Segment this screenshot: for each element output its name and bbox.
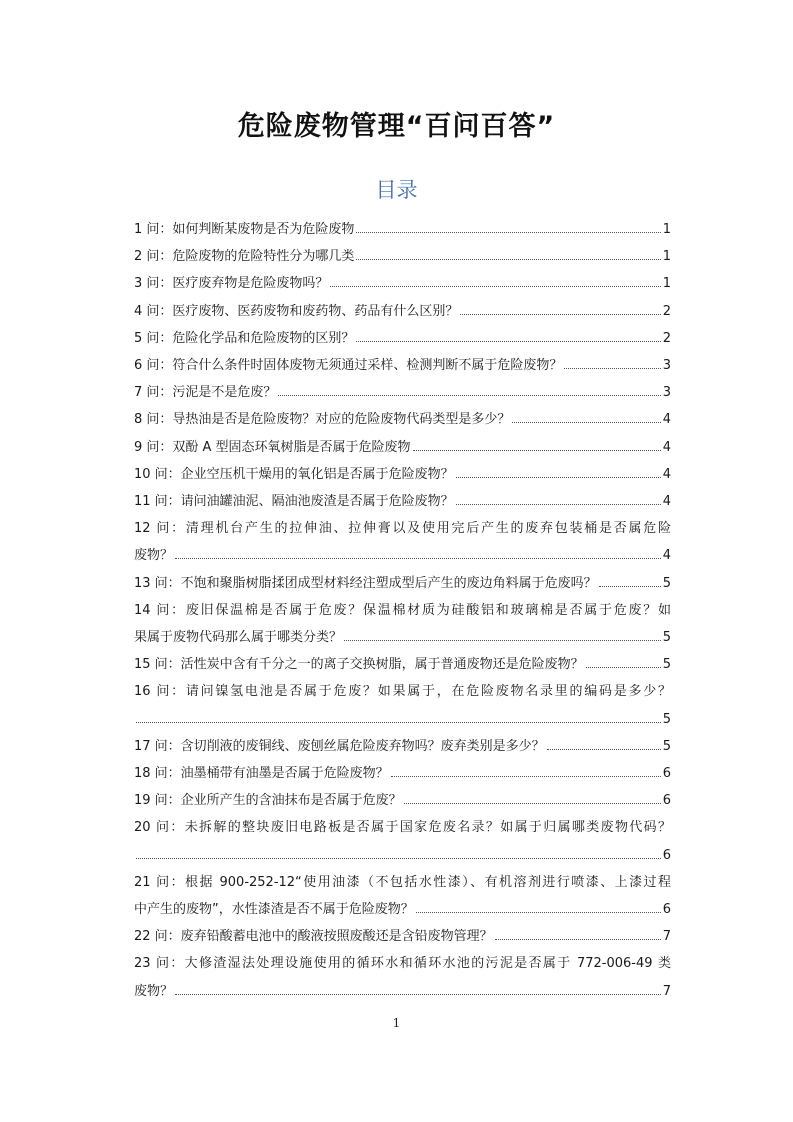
toc-entry[interactable] [134,325,671,352]
toc-entry-text: 4 问：医疗废物、医药废物和废药物、药品有什么区别？ [134,303,459,319]
toc-dot-leader [136,721,661,723]
toc-page-number: 6 [662,847,671,863]
toc-page-number: 4 [662,548,671,564]
toc-dot-leader [136,857,661,859]
toc-entry[interactable] [134,733,671,760]
toc-entry[interactable] [134,787,671,814]
toc-entry[interactable] [134,379,671,406]
toc-entry-text: 20 问：未拆解的整块废旧电路板是否属于国家危废名录？如属于归属哪类废物代码？ [134,820,671,836]
toc-dot-leader [599,585,661,587]
toc-entry[interactable] [134,488,671,515]
toc-dot-leader [495,938,661,940]
table-of-contents [134,216,671,1005]
toc-page-number: 3 [662,358,671,374]
toc-page-number: 6 [662,902,671,918]
toc-dot-leader [586,666,661,668]
toc-dot-leader [330,285,660,287]
toc-dot-leader [404,802,661,804]
toc-entry-text: 22 问：废弃铅酸蓄电池中的酸液按照废酸还是含铅废物管理？ [134,929,493,945]
toc-entry[interactable] [134,597,671,651]
toc-page-number: 5 [662,738,671,754]
toc-dot-leader [564,367,660,369]
toc-entry-text: 废物？ [134,983,174,999]
toc-page-number: 3 [662,385,671,401]
toc-entry-text: 12 问：清理机台产生的拉伸油、拉伸膏以及使用完后产生的废弃包装桶是否属危险 [134,521,671,537]
toc-page-number: 5 [662,630,671,646]
toc-dot-leader [456,503,661,505]
toc-entry[interactable] [134,434,671,461]
toc-entry[interactable] [134,869,671,923]
toc-entry-text: 8 问：导热油是否是危险废物？对应的危险废物代码类型是多少？ [134,412,511,428]
toc-dot-leader [460,313,660,315]
toc-page-number: 5 [662,575,671,591]
toc-entry-text: 7 问：污泥是不是危废？ [134,385,277,401]
toc-entry[interactable] [134,298,671,325]
toc-entry-text: 16 问：请问镍氢电池是否属于危废？如果属于，在危险废物名录里的编码是多少？ [134,684,671,700]
toc-entry-text: 19 问：企业所产生的含油抹布是否属于危废？ [134,793,402,809]
toc-entry-text: 13 问：不饱和聚脂树脂揉团成型材料经注塑成型后产生的废边角料属于危废吗？ [134,575,597,591]
toc-page-number: 7 [662,929,671,945]
toc-entry[interactable] [134,814,671,868]
toc-page-number: 5 [662,711,671,727]
toc-entry-text: 6 问：符合什么条件时固体废物无须通过采样、检测判断不属于危险废物？ [134,358,563,374]
toc-entry-text: 2 问：危险废物的危险特性分为哪几类 [134,249,355,265]
toc-entry[interactable] [134,406,671,433]
toc-entry[interactable] [134,216,671,243]
toc-page-number: 6 [662,793,671,809]
toc-heading: 目录 [375,178,418,202]
toc-entry-text: 5 问：危险化学品和危险废物的区别？ [134,330,355,346]
toc-dot-leader [356,231,660,233]
toc-dot-leader [344,639,661,641]
toc-entry[interactable] [134,243,671,270]
toc-page-number: 4 [662,494,671,510]
toc-dot-leader [356,340,660,342]
toc-page-number: 4 [662,466,671,482]
page-number: 1 [392,1016,401,1030]
document-title: 危险废物管理“百问百答” [237,111,556,142]
toc-entry[interactable] [134,651,671,678]
toc-entry-text: 14 问：废旧保温棉是否属于危废？保温棉材质为硅酸铝和玻璃棉是否属于危废？如 [134,602,671,618]
toc-entry-text: 10 问：企业空压机干燥用的氧化铝是否属于危险废物？ [134,466,454,482]
toc-page-number: 2 [662,303,671,319]
toc-dot-leader [356,258,660,260]
toc-entry[interactable] [134,760,671,787]
toc-entry-text: 15 问：活性炭中含有千分之一的离子交换树脂，属于普通废物还是危险废物？ [134,657,584,673]
toc-entry-text: 1 问：如何判断某废物是否为危险废物 [134,222,355,237]
toc-page-number: 4 [662,412,671,428]
toc-entry[interactable] [134,515,671,569]
toc-entry-text: 中产生的废物”，水性漆渣是否不属于危险废物？ [134,902,414,918]
toc-entry[interactable] [134,570,671,597]
toc-dot-leader [456,476,661,478]
toc-entry[interactable] [134,678,671,732]
toc-page-number: 5 [662,657,671,673]
toc-dot-leader [391,775,661,777]
toc-entry[interactable] [134,950,671,1004]
toc-dot-leader [512,421,660,423]
toc-entry[interactable] [134,270,671,297]
toc-dot-leader [278,394,660,396]
toc-entry-text: 18 问：油墨桶带有油墨是否属于危险废物？ [134,766,389,782]
toc-dot-leader [175,993,661,995]
toc-page-number: 2 [662,330,671,346]
toc-entry-text: 17 问：含切削液的废铜线、废刨丝属危险废弃物吗？废弃类别是多少？ [134,738,545,754]
toc-page-number: 1 [662,249,671,265]
toc-page-number: 1 [662,222,671,237]
toc-page-number: 7 [662,983,671,999]
toc-entry-text: 21 问：根据 900-252-12“使用油漆（不包括水性漆）、有机溶剂进行喷漆、上漆过程 [134,874,671,890]
toc-entry-text: 3 问：医疗废弃物是危险废物吗？ [134,276,329,292]
toc-entry-text: 23 问：大修渣湿法处理设施使用的循环水和循环水池的污泥是否属于 772-006-49 类 [134,956,671,972]
toc-entry-text: 11 问：请问油罐油泥、隔油池废渣是否属于危险废物？ [134,494,454,510]
toc-dot-leader [547,748,661,750]
toc-page-number: 4 [662,439,671,455]
toc-dot-leader [416,911,661,913]
toc-page-number: 6 [662,766,671,782]
toc-entry-text: 废物？ [134,548,174,564]
toc-entry-text: 果属于废物代码那么属于哪类分类？ [134,630,343,646]
toc-entry[interactable] [134,352,671,379]
toc-entry-text: 9 问：双酚 A 型固态环氧树脂是否属于危险废物 [134,439,411,455]
toc-dot-leader [175,557,661,559]
toc-entry[interactable] [134,461,671,488]
toc-entry[interactable] [134,923,671,950]
toc-page-number: 1 [662,276,671,292]
toc-dot-leader [413,449,661,451]
